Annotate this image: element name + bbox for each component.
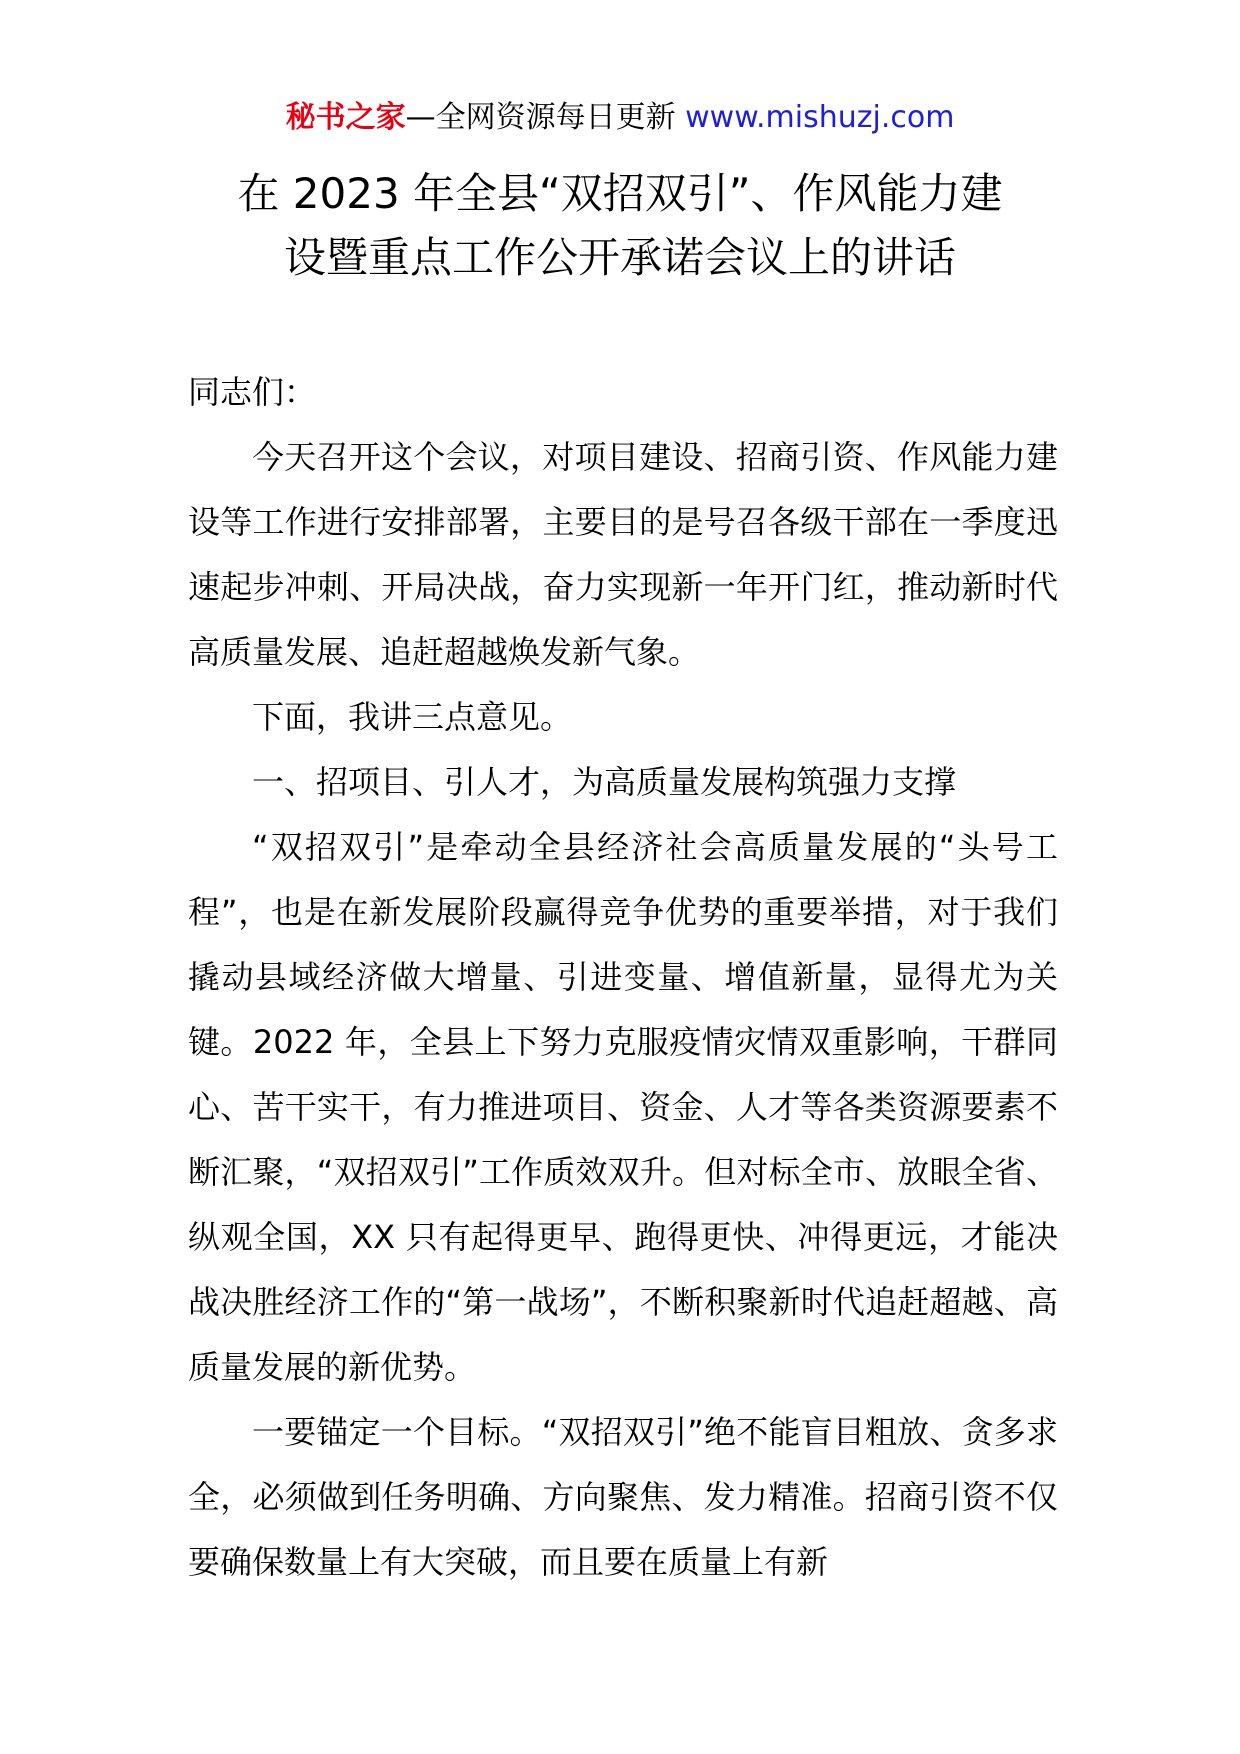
site-banner bbox=[0, 98, 1240, 138]
banner-slogan: —全网资源每日更新 bbox=[405, 100, 686, 135]
paragraph-intro: 今天召开这个会议，对项目建设、招商引资、作风能力建设等工作进行安排部署，主要目的是号召各级干部在一季度迅速起步冲刺、开局决战，奋力实现新一年开门红，推动新时代高质量发展、追赶超越焕发新气象。 bbox=[188, 438, 1058, 671]
paragraph-outline: 下面，我讲三点意见。 bbox=[252, 698, 573, 736]
title-line-2: 设暨重点工作公开承诺会议上的讲话 bbox=[283, 233, 956, 282]
brand-name: 秘书之家 bbox=[285, 100, 406, 135]
salutation: 同志们： bbox=[188, 373, 317, 411]
section-heading-1: 一、招项目、引人才，为高质量发展构筑强力支撑 bbox=[252, 763, 957, 801]
document-body bbox=[188, 360, 1058, 1595]
site-url-link[interactable]: www.mishuzj.com bbox=[685, 100, 955, 135]
document-title bbox=[150, 162, 1090, 290]
title-line-1: 在 2023 年全县“双招双引”、作风能力建 bbox=[237, 169, 1003, 218]
paragraph-target: 一要锚定一个目标。“双招双引”绝不能盲目粗放、贪多求全，必须做到任务明确、方向聚焦、发力精准。招商引资不仅要确保数量上有大突破，而且要在质量上有新 bbox=[188, 1413, 1058, 1581]
paragraph-section1: “双招双引”是牵动全县经济社会高质量发展的“头号工程”，也是在新发展阶段赢得竞争优势的重要举措，对于我们撬动县域经济做大增量、引进变量、增值新量，显得尤为关键。2022 年，全县上下努力克服疫情灾情双重影响，干群同心、苦干实干，有力推进项目、资金、人才等各类资源要素不断汇聚，“双招双引”工作质效双升。但对标全市、放眼全省、纵观全国，XX 只有起得更早、跑得更快、冲得更远，才能决战决胜经济工作的“第一战场”，不断积聚新时代追赶超越、高质量发展的新优势。 bbox=[188, 828, 1058, 1386]
